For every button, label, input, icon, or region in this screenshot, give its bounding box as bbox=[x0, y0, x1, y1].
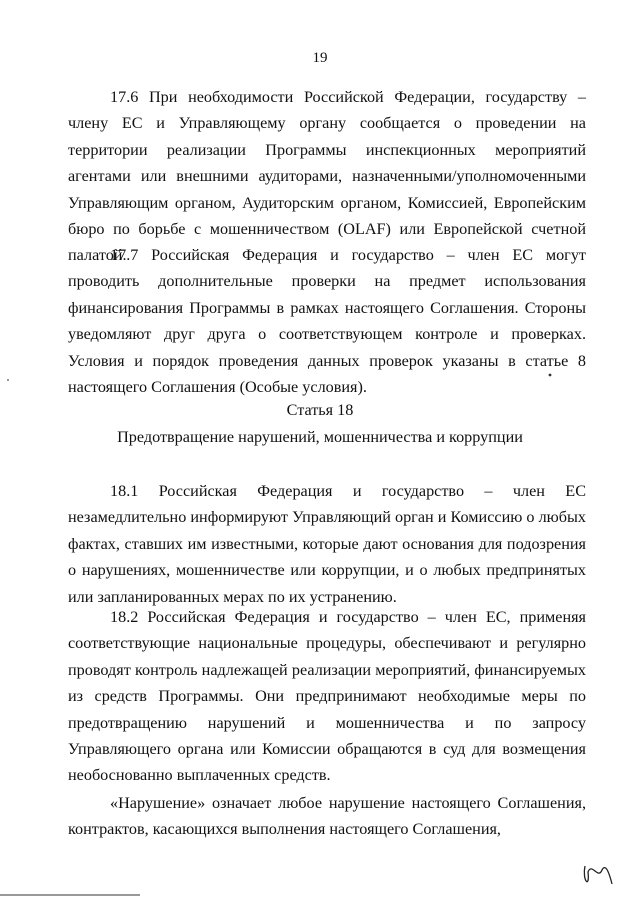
paragraph-17-6-text: 17.6 При необходимости Российской Федерации, государству – члену ЕС и Управляющему органу сообщается о проведении на территории реализации Программы инспекционных мероприятий агентами или внешними аудиторами, назначенными/уполномоченными Управляющим органом, Аудиторским органом, Комиссией, Европейским бюро по борьбе с мошенничеством (OLAF) или Европейской счетной палатой. bbox=[68, 88, 586, 265]
scan-dot bbox=[7, 379, 9, 381]
handwritten-initials-mark bbox=[584, 866, 612, 884]
article-title: Статья 18 bbox=[286, 401, 354, 419]
paragraph-18-1 bbox=[68, 478, 586, 610]
paragraph-violation-text: «Нарушение» означает любое нарушение настоящего Соглашения, контрактов, касающихся выполнения настоящего Соглашения, bbox=[68, 794, 586, 839]
article-subtitle: Предотвращение нарушений, мошенничества и коррупции bbox=[117, 428, 523, 446]
paragraph-18-2 bbox=[68, 604, 586, 789]
paragraph-17-7-text: 17.7 Российская Федерация и государство – член ЕС могут проводить дополнительные проверки на предмет использования финансирования Программы в рамках настоящего Соглашения. Стороны уведомляют друг друга о соответствующем контроле и проверках. Условия и порядок проведения данных проверок указаны в статье 8 настоящего Соглашения (Особые условия). bbox=[68, 246, 586, 397]
paragraph-18-1-text: 18.1 Российская Федерация и государство – член ЕС незамедлительно информируют Управляющий орган и Комиссию о любых фактах, ставших им известными, которые дают основания для подозрения о нарушениях, мошенничестве или коррупции, и о любых предпринятых или запланированных мерах по их устранению. bbox=[68, 482, 586, 606]
paragraph-18-2-text: 18.2 Российская Федерация и государство – член ЕС, применяя соответствующие национальные процедуры, обеспечивают и регулярно проводят контроль надлежащей реализации мероприятий, финансируемых из средств Программы. Они предпринимают необходимые меры по предотвращению нарушений и мошенничества и по запросу Управляющего органа или Комиссии обращаются в суд для возмещения необоснованно выплаченных средств. bbox=[68, 608, 586, 785]
paragraph-violation bbox=[68, 790, 586, 843]
page-number: 19 bbox=[312, 50, 328, 66]
paragraph-17-7 bbox=[68, 242, 586, 400]
